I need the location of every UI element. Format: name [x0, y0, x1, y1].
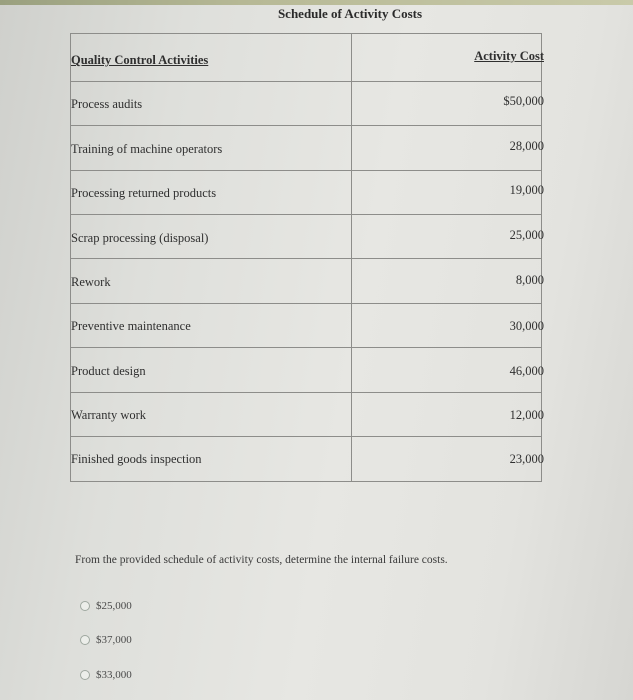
radio-button-icon[interactable] — [80, 670, 90, 680]
table-row-divider — [70, 170, 542, 171]
table-row-divider — [70, 214, 542, 215]
table-header-activities: Quality Control Activities — [71, 53, 209, 67]
page-title: Schedule of Activity Costs — [277, 6, 423, 21]
answer-option[interactable] — [80, 633, 132, 647]
table-row-divider — [70, 392, 542, 393]
table-cell-activity: Training of machine operators — [71, 142, 223, 156]
table-header-cost: Activity Cost — [474, 49, 544, 63]
question-text: From the provided schedule of activity costs, determine the internal failure costs. — [75, 554, 448, 566]
answer-option-label: $33,000 — [96, 669, 132, 681]
table-cell-cost: 25,000 — [509, 228, 544, 242]
table-cell-cost: 30,000 — [509, 319, 544, 333]
table-cell-activity: Preventive maintenance — [71, 319, 191, 333]
table-cell-cost: 28,000 — [509, 139, 544, 153]
table-row-divider — [70, 303, 542, 304]
table-cell-cost: 8,000 — [515, 273, 544, 287]
answer-option[interactable] — [80, 668, 132, 682]
table-cell-cost: 12,000 — [509, 408, 544, 422]
table-row-divider — [70, 258, 542, 259]
table-cell-activity: Processing returned products — [71, 186, 217, 200]
table-cell-activity: Product design — [71, 364, 146, 378]
table-row-divider — [70, 347, 542, 348]
answer-option-label: $37,000 — [96, 634, 132, 646]
table-row-divider — [70, 125, 542, 126]
table-cell-activity: Process audits — [71, 97, 143, 111]
table-row-divider — [70, 436, 542, 437]
answer-option-label: $25,000 — [96, 600, 132, 612]
table-cell-activity: Finished goods inspection — [71, 452, 202, 466]
table-row-divider — [70, 81, 542, 82]
table-cell-activity: Scrap processing (disposal) — [71, 231, 209, 245]
photo-top-edge — [0, 0, 633, 5]
radio-button-icon[interactable] — [80, 601, 90, 611]
table-cell-activity: Warranty work — [71, 408, 147, 422]
radio-button-icon[interactable] — [80, 635, 90, 645]
table-cell-cost: 46,000 — [509, 364, 544, 378]
table-cell-cost: 23,000 — [509, 452, 544, 466]
answer-option[interactable] — [80, 599, 132, 613]
table-cell-cost: $50,000 — [503, 94, 544, 108]
table-cell-cost: 19,000 — [509, 183, 544, 197]
table-cell-activity: Rework — [71, 275, 111, 289]
